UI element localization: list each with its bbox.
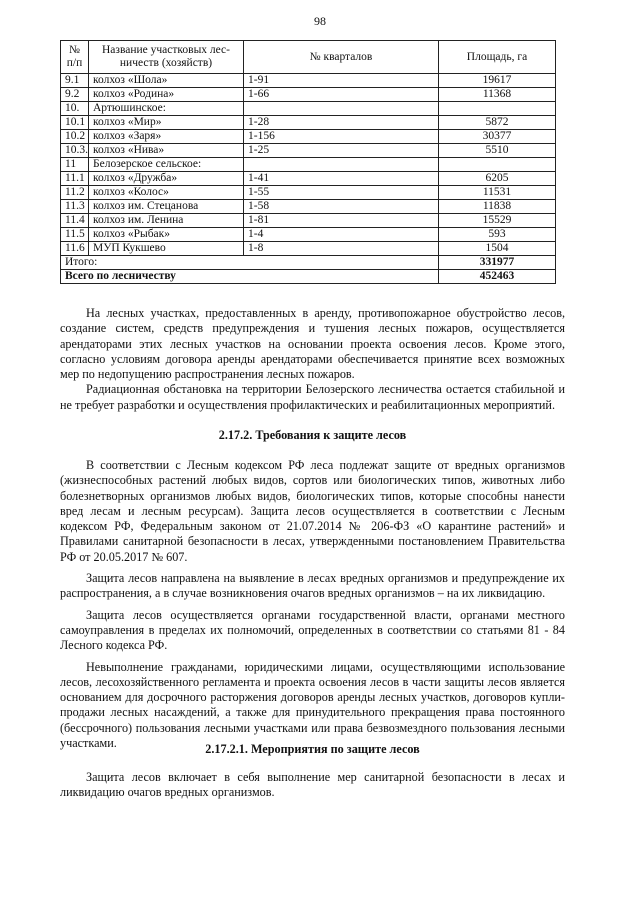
body-text-1 — [60, 306, 565, 413]
cell-name: колхоз «Рыбак» — [89, 228, 244, 242]
cell-name: колхоз им. Стецанова — [89, 200, 244, 214]
grand-total-value: 452463 — [439, 270, 556, 284]
header-area: Площадь, га — [439, 41, 556, 74]
table-row — [61, 74, 556, 88]
cell-area: 11368 — [439, 88, 556, 102]
cell-quarters — [244, 102, 439, 116]
cell-name: колхоз «Шола» — [89, 74, 244, 88]
cell-area — [439, 102, 556, 116]
cell-name: колхоз «Мир» — [89, 116, 244, 130]
table-row — [61, 158, 556, 172]
cell-area: 5872 — [439, 116, 556, 130]
cell-name: колхоз им. Ленина — [89, 214, 244, 228]
cell-name: колхоз «Родина» — [89, 88, 244, 102]
page-number: 98 — [314, 14, 326, 28]
body-text-2 — [60, 458, 565, 751]
cell-num: 11.3 — [61, 200, 89, 214]
table-row — [61, 214, 556, 228]
total-row — [61, 256, 556, 270]
paragraph-sanitary: Защита лесов включает в себя выполнение мер санитарной безопасности в лесах и ликвидацию очагов вредных организмов. — [60, 770, 565, 800]
cell-num: 11.1 — [61, 172, 89, 186]
cell-name: колхоз «Заря» — [89, 130, 244, 144]
cell-name: колхоз «Дружба» — [89, 172, 244, 186]
table-row — [61, 88, 556, 102]
section-heading-2-17-2: 2.17.2. Требования к защите лесов — [218, 428, 407, 442]
cell-name: колхоз «Нива» — [89, 144, 244, 158]
cell-num: 11 — [61, 158, 89, 172]
total-value: 331977 — [439, 256, 556, 270]
cell-quarters: 1-28 — [244, 116, 439, 130]
paragraph-detection: Защита лесов направлена на выявление в лесах вредных организмов и предупреждение их распространения, а в случае возникновения очагов вредных организмов – на их ликвидацию. — [60, 571, 565, 601]
cell-area: 1504 — [439, 242, 556, 256]
cell-name: Белозерское сельское: — [89, 158, 244, 172]
cell-area: 593 — [439, 228, 556, 242]
cell-num: 11.4 — [61, 214, 89, 228]
paragraph-radiation: Радиационная обстановка на территории Белозерского лесничества остается стабильной и не требует разработки и осуществления профилактических и реабилитационных мероприятий. — [60, 382, 565, 412]
table-row — [61, 242, 556, 256]
cell-area — [439, 158, 556, 172]
table-row — [61, 228, 556, 242]
cell-area: 11838 — [439, 200, 556, 214]
cell-num: 10.1 — [61, 116, 89, 130]
total-label: Итого: — [61, 256, 439, 270]
cell-num: 11.6 — [61, 242, 89, 256]
cell-quarters: 1-58 — [244, 200, 439, 214]
header-num: № п/п — [61, 41, 89, 74]
paragraph-authorities: Защита лесов осуществляется органами государственной власти, органами местного самоуправления в пределах их полномочий, определенных в соответствии со статьями 81 - 84 Лесного кодекса РФ. — [60, 607, 565, 653]
cell-area: 19617 — [439, 74, 556, 88]
table-row — [61, 172, 556, 186]
forestry-table — [60, 40, 556, 284]
paragraph-lease-fire: На лесных участках, предоставленных в аренду, противопожарное обустройство лесов, создание систем, средств предупреждения и тушения лесных пожаров, осуществляется арендаторами этих лесных участков на основании проекта освоения лесов. Кроме этого, согласно условиям договора аренды арендаторами обеспечивается принятие всех возможных мер по недопущению распространения лесных пожаров. — [60, 306, 565, 382]
header-quarters: № кварталов — [244, 41, 439, 74]
cell-quarters: 1-25 — [244, 144, 439, 158]
table-row — [61, 144, 556, 158]
cell-num: 10. — [61, 102, 89, 116]
cell-quarters: 1-55 — [244, 186, 439, 200]
cell-num: 9.2 — [61, 88, 89, 102]
cell-quarters: 1-4 — [244, 228, 439, 242]
cell-quarters: 1-41 — [244, 172, 439, 186]
cell-area: 6205 — [439, 172, 556, 186]
cell-num: 10.2 — [61, 130, 89, 144]
cell-name: МУП Кукшево — [89, 242, 244, 256]
cell-quarters: 1-156 — [244, 130, 439, 144]
cell-num: 10.3. — [61, 144, 89, 158]
cell-area: 5510 — [439, 144, 556, 158]
cell-quarters: 1-81 — [244, 214, 439, 228]
cell-quarters — [244, 158, 439, 172]
cell-area: 30377 — [439, 130, 556, 144]
cell-quarters: 1-66 — [244, 88, 439, 102]
table-row — [61, 102, 556, 116]
cell-name: Артюшинское: — [89, 102, 244, 116]
table-row — [61, 200, 556, 214]
cell-area: 11531 — [439, 186, 556, 200]
cell-area: 15529 — [439, 214, 556, 228]
header-name: Название участковых лес-ничеств (хозяйств) — [89, 41, 244, 74]
paragraph-forest-code: В соответствии с Лесным кодексом РФ леса подлежат защите от вредных организмов (жизнеспособных растений любых видов, сортов или биологических типов, животных либо болезнетворных организмов любых видов, биологических типов, которые способны нанести вред лесам и лесным ресурсам). Защита лесов осуществляется в соответствии с Лесным кодексом РФ, Федеральным законом от 21.07.2014 № 206-ФЗ «О карантине растений» и Правилами санитарной безопасности в лесах, утвержденными постановлением Правительства РФ от 20.05.2017 № 607. — [60, 458, 565, 564]
table-row — [61, 130, 556, 144]
table-row — [61, 186, 556, 200]
cell-num: 11.2 — [61, 186, 89, 200]
cell-num: 11.5 — [61, 228, 89, 242]
cell-name: колхоз «Колос» — [89, 186, 244, 200]
cell-quarters: 1-8 — [244, 242, 439, 256]
paragraph-non-compliance: Невыполнение гражданами, юридическими лицами, осуществляющими использование лесов, лесохозяйственного регламента и проекта освоения лесов в части защиты лесов является основанием для досрочного расторжения договоров аренды лесных участков, договоров купли-продажи лесных насаждений, а также для принудительного прекращения права постоянного (бессрочного) пользования лесными участками или права безвозмездного пользования лесными участками. — [60, 659, 565, 751]
body-text-3 — [60, 770, 565, 801]
cell-num: 9.1 — [61, 74, 89, 88]
table-header-row — [61, 41, 556, 74]
table-row — [61, 116, 556, 130]
section-heading-2-17-2-1: 2.17.2.1. Мероприятия по защите лесов — [205, 742, 420, 756]
cell-quarters: 1-91 — [244, 74, 439, 88]
grand-total-label: Всего по лесничеству — [61, 270, 439, 284]
grand-total-row — [61, 270, 556, 284]
